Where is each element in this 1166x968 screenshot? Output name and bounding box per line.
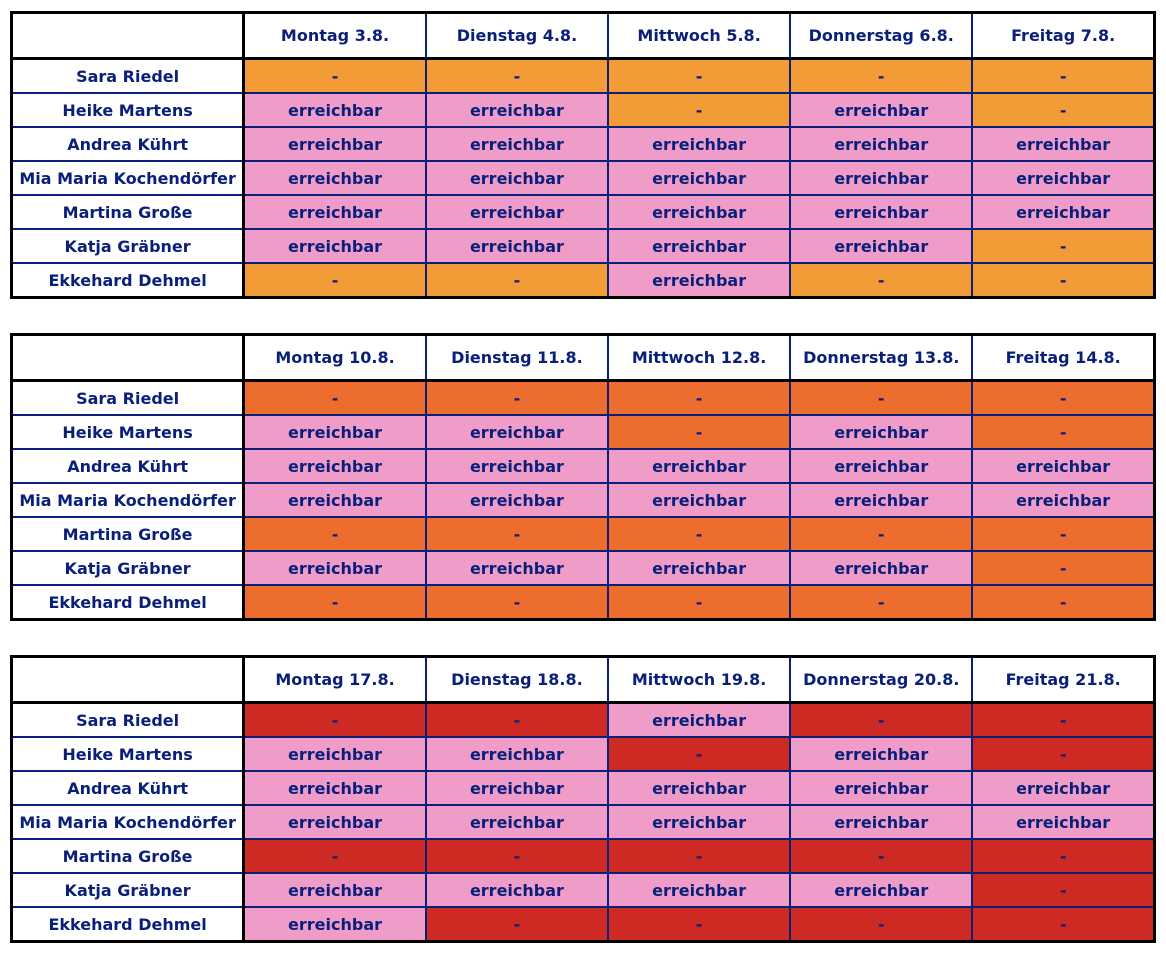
availability-cell-unavailable: - [972, 907, 1154, 942]
availability-cell-available: erreichbar [608, 771, 790, 805]
person-name: Heike Martens [12, 415, 244, 449]
person-name: Mia Maria Kochendörfer [12, 161, 244, 195]
availability-cell-available: erreichbar [790, 449, 972, 483]
availability-cell-unavailable: - [608, 907, 790, 942]
availability-cell-unavailable: - [426, 907, 608, 942]
table-row [12, 415, 1155, 449]
availability-cell-unavailable: - [244, 585, 426, 620]
person-name: Katja Gräbner [12, 229, 244, 263]
table-row [12, 517, 1155, 551]
availability-cell-available: erreichbar [972, 161, 1154, 195]
table-row [12, 805, 1155, 839]
availability-cell-available: erreichbar [244, 229, 426, 263]
availability-cell-available: erreichbar [426, 449, 608, 483]
availability-cell-unavailable: - [972, 93, 1154, 127]
availability-cell-unavailable: - [608, 59, 790, 94]
availability-cell-available: erreichbar [608, 873, 790, 907]
day-header: Mittwoch 5.8. [608, 13, 790, 59]
person-name: Sara Riedel [12, 59, 244, 94]
day-header: Freitag 21.8. [972, 657, 1154, 703]
person-name: Martina Große [12, 517, 244, 551]
table-row [12, 483, 1155, 517]
person-name: Andrea Kührt [12, 127, 244, 161]
table-row [12, 263, 1155, 298]
availability-cell-available: erreichbar [608, 161, 790, 195]
availability-cell-available: erreichbar [244, 805, 426, 839]
availability-cell-available: erreichbar [608, 449, 790, 483]
person-name: Martina Große [12, 839, 244, 873]
availability-cell-unavailable: - [972, 703, 1154, 738]
availability-cell-available: erreichbar [426, 195, 608, 229]
availability-cell-unavailable: - [972, 737, 1154, 771]
availability-cell-available: erreichbar [790, 873, 972, 907]
availability-cell-available: erreichbar [426, 127, 608, 161]
table-row [12, 229, 1155, 263]
availability-cell-unavailable: - [608, 93, 790, 127]
availability-cell-available: erreichbar [426, 805, 608, 839]
availability-cell-available: erreichbar [972, 805, 1154, 839]
availability-cell-unavailable: - [972, 585, 1154, 620]
availability-cell-available: erreichbar [244, 449, 426, 483]
availability-cell-unavailable: - [608, 839, 790, 873]
availability-cell-unavailable: - [972, 59, 1154, 94]
table-row [12, 703, 1155, 738]
availability-cell-unavailable: - [426, 381, 608, 416]
availability-cell-unavailable: - [426, 585, 608, 620]
person-name: Heike Martens [12, 93, 244, 127]
availability-cell-unavailable: - [790, 381, 972, 416]
availability-cell-available: erreichbar [426, 771, 608, 805]
availability-cell-unavailable: - [790, 263, 972, 298]
person-name: Sara Riedel [12, 381, 244, 416]
availability-cell-unavailable: - [608, 517, 790, 551]
day-header: Dienstag 18.8. [426, 657, 608, 703]
availability-cell-available: erreichbar [790, 737, 972, 771]
availability-cell-available: erreichbar [608, 483, 790, 517]
availability-cell-unavailable: - [972, 381, 1154, 416]
day-header: Montag 3.8. [244, 13, 426, 59]
availability-cell-available: erreichbar [426, 873, 608, 907]
availability-cell-unavailable: - [426, 59, 608, 94]
availability-cell-available: erreichbar [426, 415, 608, 449]
week-table-2 [10, 333, 1156, 621]
availability-cell-available: erreichbar [790, 551, 972, 585]
availability-cell-unavailable: - [972, 415, 1154, 449]
availability-cell-available: erreichbar [608, 551, 790, 585]
corner-cell [12, 335, 244, 381]
availability-cell-unavailable: - [608, 381, 790, 416]
week-table-1 [10, 11, 1156, 299]
availability-cell-available: erreichbar [244, 415, 426, 449]
table-row [12, 449, 1155, 483]
person-name: Martina Große [12, 195, 244, 229]
availability-cell-unavailable: - [972, 839, 1154, 873]
availability-cell-available: erreichbar [608, 229, 790, 263]
day-header: Donnerstag 13.8. [790, 335, 972, 381]
availability-cell-available: erreichbar [426, 229, 608, 263]
table-row [12, 381, 1155, 416]
availability-cell-unavailable: - [972, 263, 1154, 298]
availability-cell-unavailable: - [244, 381, 426, 416]
availability-cell-unavailable: - [608, 585, 790, 620]
day-header: Freitag 7.8. [972, 13, 1154, 59]
availability-cell-unavailable: - [426, 839, 608, 873]
table-row [12, 771, 1155, 805]
table-header-row [12, 335, 1155, 381]
availability-cell-unavailable: - [608, 737, 790, 771]
availability-cell-available: erreichbar [790, 805, 972, 839]
availability-cell-available: erreichbar [244, 737, 426, 771]
availability-cell-available: erreichbar [426, 93, 608, 127]
availability-cell-unavailable: - [244, 839, 426, 873]
availability-cell-available: erreichbar [790, 415, 972, 449]
availability-cell-available: erreichbar [790, 483, 972, 517]
person-name: Andrea Kührt [12, 449, 244, 483]
table-row [12, 127, 1155, 161]
day-header: Donnerstag 20.8. [790, 657, 972, 703]
availability-cell-available: erreichbar [608, 703, 790, 738]
person-name: Katja Gräbner [12, 873, 244, 907]
day-header: Montag 10.8. [244, 335, 426, 381]
person-name: Mia Maria Kochendörfer [12, 805, 244, 839]
availability-cell-available: erreichbar [426, 161, 608, 195]
table-row [12, 873, 1155, 907]
table-row [12, 93, 1155, 127]
availability-cell-unavailable: - [790, 585, 972, 620]
availability-cell-unavailable: - [244, 703, 426, 738]
availability-cell-available: erreichbar [972, 771, 1154, 805]
table-row [12, 585, 1155, 620]
availability-cell-available: erreichbar [608, 195, 790, 229]
availability-cell-available: erreichbar [790, 127, 972, 161]
table-row [12, 551, 1155, 585]
availability-cell-available: erreichbar [244, 907, 426, 942]
day-header: Montag 17.8. [244, 657, 426, 703]
availability-cell-unavailable: - [244, 59, 426, 94]
week-table-3 [10, 655, 1156, 943]
person-name: Andrea Kührt [12, 771, 244, 805]
availability-cell-available: erreichbar [790, 93, 972, 127]
availability-cell-available: erreichbar [244, 771, 426, 805]
availability-cell-unavailable: - [244, 263, 426, 298]
person-name: Ekkehard Dehmel [12, 585, 244, 620]
corner-cell [12, 13, 244, 59]
availability-cell-available: erreichbar [608, 805, 790, 839]
availability-cell-available: erreichbar [244, 195, 426, 229]
day-header: Freitag 14.8. [972, 335, 1154, 381]
availability-cell-unavailable: - [244, 517, 426, 551]
availability-cell-unavailable: - [972, 517, 1154, 551]
availability-cell-unavailable: - [790, 907, 972, 942]
day-header: Mittwoch 12.8. [608, 335, 790, 381]
availability-cell-unavailable: - [972, 873, 1154, 907]
availability-cell-unavailable: - [790, 839, 972, 873]
person-name: Mia Maria Kochendörfer [12, 483, 244, 517]
table-header-row [12, 657, 1155, 703]
availability-cell-unavailable: - [426, 703, 608, 738]
person-name: Ekkehard Dehmel [12, 907, 244, 942]
availability-cell-unavailable: - [608, 415, 790, 449]
availability-cell-unavailable: - [972, 551, 1154, 585]
person-name: Katja Gräbner [12, 551, 244, 585]
table-header-row [12, 13, 1155, 59]
availability-cell-available: erreichbar [972, 127, 1154, 161]
availability-cell-available: erreichbar [244, 873, 426, 907]
availability-cell-available: erreichbar [426, 551, 608, 585]
availability-cell-available: erreichbar [790, 161, 972, 195]
day-header: Donnerstag 6.8. [790, 13, 972, 59]
day-header: Dienstag 11.8. [426, 335, 608, 381]
availability-cell-unavailable: - [426, 263, 608, 298]
table-row [12, 59, 1155, 94]
availability-cell-available: erreichbar [972, 449, 1154, 483]
availability-cell-available: erreichbar [426, 483, 608, 517]
day-header: Dienstag 4.8. [426, 13, 608, 59]
table-row [12, 839, 1155, 873]
availability-cell-unavailable: - [790, 517, 972, 551]
availability-cell-available: erreichbar [790, 229, 972, 263]
availability-cell-available: erreichbar [790, 195, 972, 229]
person-name: Ekkehard Dehmel [12, 263, 244, 298]
person-name: Heike Martens [12, 737, 244, 771]
table-row [12, 737, 1155, 771]
table-row [12, 907, 1155, 942]
table-row [12, 195, 1155, 229]
availability-cell-unavailable: - [790, 703, 972, 738]
availability-cell-available: erreichbar [244, 93, 426, 127]
availability-cell-available: erreichbar [972, 195, 1154, 229]
availability-cell-unavailable: - [790, 59, 972, 94]
corner-cell [12, 657, 244, 703]
availability-cell-available: erreichbar [426, 737, 608, 771]
availability-cell-available: erreichbar [608, 127, 790, 161]
day-header: Mittwoch 19.8. [608, 657, 790, 703]
availability-cell-available: erreichbar [244, 483, 426, 517]
availability-cell-available: erreichbar [790, 771, 972, 805]
availability-cell-unavailable: - [972, 229, 1154, 263]
availability-cell-available: erreichbar [244, 161, 426, 195]
person-name: Sara Riedel [12, 703, 244, 738]
availability-cell-available: erreichbar [608, 263, 790, 298]
availability-cell-available: erreichbar [244, 551, 426, 585]
availability-cell-unavailable: - [426, 517, 608, 551]
availability-cell-available: erreichbar [972, 483, 1154, 517]
table-row [12, 161, 1155, 195]
availability-cell-available: erreichbar [244, 127, 426, 161]
